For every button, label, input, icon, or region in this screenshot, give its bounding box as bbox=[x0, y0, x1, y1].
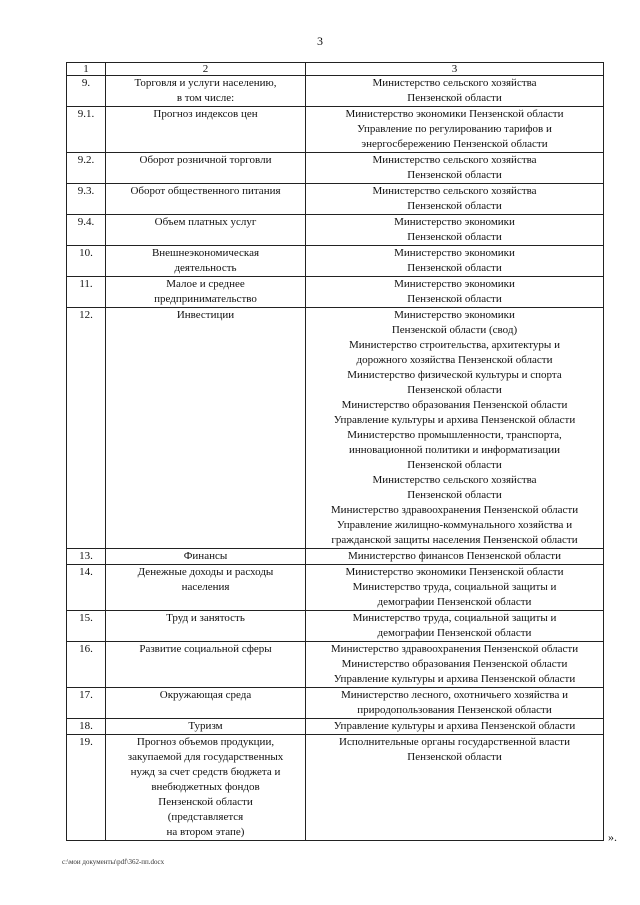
responsible-body-line: Министерство экономики bbox=[394, 278, 515, 290]
responsible-body bbox=[306, 611, 604, 642]
indicator-name-line: (представляется bbox=[167, 811, 244, 823]
responsible-body-line: Пензенской области (свод) bbox=[391, 324, 518, 336]
table-row bbox=[67, 215, 604, 246]
indicator-name bbox=[106, 688, 306, 719]
indicator-name bbox=[106, 308, 306, 549]
table-row bbox=[67, 76, 604, 107]
table-row bbox=[67, 184, 604, 215]
page-number: 3 bbox=[317, 34, 323, 48]
responsible-body-line: Пензенской области bbox=[407, 751, 502, 763]
indicator-name-line: Развитие социальной сферы bbox=[139, 643, 272, 655]
responsible-body-line: Министерство здравоохранения Пензенской области bbox=[330, 643, 579, 655]
indicator-name bbox=[106, 107, 306, 153]
responsible-body-line: природопользования Пензенской области bbox=[357, 704, 552, 716]
responsible-body-line: Исполнительные органы государственной власти bbox=[339, 736, 570, 748]
responsibility-table bbox=[66, 62, 604, 841]
responsible-body bbox=[306, 215, 604, 246]
responsible-body-line: Управление по регулированию тарифов и bbox=[357, 123, 552, 135]
row-number: 16. bbox=[67, 642, 106, 688]
table-row bbox=[67, 565, 604, 611]
table-row bbox=[67, 549, 604, 565]
responsible-body bbox=[306, 308, 604, 549]
responsible-body-line: Министерство экономики bbox=[394, 247, 515, 259]
responsible-body-line: Управление культуры и архива Пензенской области bbox=[333, 673, 576, 685]
table-row bbox=[67, 642, 604, 688]
responsible-body-line: Министерство лесного, охотничьего хозяйства и bbox=[340, 689, 568, 701]
indicator-name-line: Туризм bbox=[188, 720, 223, 732]
table-row bbox=[67, 688, 604, 719]
indicator-name-line: Труд и занятость bbox=[166, 612, 245, 624]
indicator-name-line: внебюджетных фондов bbox=[151, 781, 260, 793]
table-header-row bbox=[67, 63, 604, 76]
row-number: 9.1. bbox=[67, 107, 106, 153]
indicator-name bbox=[106, 549, 306, 565]
responsible-body-line: Пензенской области bbox=[407, 489, 502, 501]
responsible-body-line: Министерство экономики Пензенской области bbox=[345, 566, 564, 578]
table-row bbox=[67, 153, 604, 184]
responsible-body bbox=[306, 184, 604, 215]
responsible-body-line: Пензенской области bbox=[407, 169, 502, 181]
indicator-name-line: Внешнеэкономическая bbox=[151, 247, 260, 259]
row-number: 11. bbox=[67, 277, 106, 308]
row-number: 9. bbox=[67, 76, 106, 107]
responsible-body-line: Министерство строительства, архитектуры и bbox=[349, 339, 560, 351]
responsible-body-line: Пензенской области bbox=[407, 231, 502, 243]
indicator-name-line: предпринимательство bbox=[154, 293, 257, 305]
row-number: 17. bbox=[67, 688, 106, 719]
table-row bbox=[67, 308, 604, 549]
header-cell-2: 2 bbox=[106, 63, 306, 76]
responsible-body bbox=[306, 735, 604, 841]
responsible-body bbox=[306, 107, 604, 153]
indicator-name-line: Пензенской области bbox=[158, 796, 253, 808]
indicator-name-line: Прогноз индексов цен bbox=[153, 108, 258, 120]
indicator-name bbox=[106, 76, 306, 107]
indicator-name-line: Инвестиции bbox=[176, 309, 235, 321]
responsible-body bbox=[306, 719, 604, 735]
row-number: 10. bbox=[67, 246, 106, 277]
responsible-body bbox=[306, 565, 604, 611]
responsible-body bbox=[306, 642, 604, 688]
responsible-body-line: инновационной политики и информатизации bbox=[348, 444, 560, 456]
indicator-name bbox=[106, 246, 306, 277]
responsible-body-line: Пензенской области bbox=[407, 459, 502, 471]
indicator-name-line: на втором этапе) bbox=[166, 826, 245, 838]
indicator-name bbox=[106, 735, 306, 841]
responsible-body-line: Министерство образования Пензенской области bbox=[341, 658, 568, 670]
responsible-body bbox=[306, 277, 604, 308]
responsible-body-line: Управление культуры и архива Пензенской области bbox=[333, 720, 576, 732]
indicator-name-line: Денежные доходы и расходы bbox=[137, 566, 274, 578]
responsible-body-line: Пензенской области bbox=[407, 92, 502, 104]
responsible-body bbox=[306, 549, 604, 565]
table-row bbox=[67, 719, 604, 735]
row-number: 19. bbox=[67, 735, 106, 841]
responsible-body-line: Пензенской области bbox=[407, 200, 502, 212]
indicator-name-line: Объем платных услуг bbox=[154, 216, 257, 228]
responsible-body-line: Министерство промышленности, транспорта, bbox=[347, 429, 562, 441]
responsible-body bbox=[306, 688, 604, 719]
responsible-body-line: дорожного хозяйства Пензенской области bbox=[356, 354, 553, 366]
responsible-body-line: Министерство труда, социальной защиты и bbox=[352, 581, 557, 593]
responsible-body bbox=[306, 76, 604, 107]
indicator-name-line: Финансы bbox=[183, 550, 228, 562]
indicator-name-line: населения bbox=[181, 581, 230, 593]
indicator-name-line: в том числе: bbox=[176, 92, 235, 104]
indicator-name-line: Торговля и услуги населению, bbox=[134, 77, 277, 89]
indicator-name-line: деятельность bbox=[174, 262, 237, 274]
indicator-name bbox=[106, 184, 306, 215]
responsible-body-line: гражданской защиты населения Пензенской области bbox=[331, 534, 578, 546]
indicator-name bbox=[106, 611, 306, 642]
responsible-body-line: Управление жилищно-коммунального хозяйства и bbox=[336, 519, 573, 531]
responsible-body-line: Министерство экономики bbox=[394, 216, 515, 228]
indicator-name-line: Окружающая среда bbox=[159, 689, 252, 701]
responsible-body-line: Пензенской области bbox=[407, 384, 502, 396]
row-number: 13. bbox=[67, 549, 106, 565]
row-number: 18. bbox=[67, 719, 106, 735]
header-cell-1: 1 bbox=[67, 63, 106, 76]
indicator-name-line: Оборот розничной торговли bbox=[139, 154, 272, 166]
responsible-body-line: демографии Пензенской области bbox=[377, 627, 532, 639]
responsible-body-line: Министерство сельского хозяйства bbox=[372, 474, 537, 486]
responsible-body-line: Министерство финансов Пензенской области bbox=[348, 550, 561, 562]
row-number: 9.4. bbox=[67, 215, 106, 246]
responsible-body-line: Министерство здравоохранения Пензенской области bbox=[330, 504, 579, 516]
responsible-body-line: Министерство сельского хозяйства bbox=[372, 185, 537, 197]
indicator-name-line: Прогноз объемов продукции, bbox=[136, 736, 275, 748]
responsible-body-line: энергосбережению Пензенской области bbox=[361, 138, 548, 150]
indicator-name-line: нужд за счет средств бюджета и bbox=[130, 766, 281, 778]
responsible-body-line: Управление культуры и архива Пензенской области bbox=[333, 414, 576, 426]
indicator-name bbox=[106, 642, 306, 688]
responsible-body bbox=[306, 246, 604, 277]
indicator-name bbox=[106, 719, 306, 735]
row-number: 15. bbox=[67, 611, 106, 642]
indicator-name bbox=[106, 565, 306, 611]
row-number: 9.3. bbox=[67, 184, 106, 215]
table-row bbox=[67, 277, 604, 308]
responsible-body bbox=[306, 153, 604, 184]
header-cell-3: 3 bbox=[306, 63, 604, 76]
responsible-body-line: демографии Пензенской области bbox=[377, 596, 532, 608]
responsible-body-line: Министерство сельского хозяйства bbox=[372, 77, 537, 89]
indicator-name bbox=[106, 277, 306, 308]
indicator-name bbox=[106, 153, 306, 184]
indicator-name-line: Оборот общественного питания bbox=[130, 185, 281, 197]
responsible-body-line: Министерство сельского хозяйства bbox=[372, 154, 537, 166]
table-row bbox=[67, 611, 604, 642]
responsible-body-line: Министерство физической культуры и спорта bbox=[347, 369, 562, 381]
responsible-body-line: Министерство экономики bbox=[394, 309, 515, 321]
closing-quote: ». bbox=[608, 830, 617, 844]
row-number: 9.2. bbox=[67, 153, 106, 184]
table-row bbox=[67, 246, 604, 277]
responsible-body-line: Пензенской области bbox=[407, 293, 502, 305]
indicator-name bbox=[106, 215, 306, 246]
responsible-body-line: Министерство экономики Пензенской области bbox=[345, 108, 564, 120]
row-number: 12. bbox=[67, 308, 106, 549]
indicator-name-line: Малое и среднее bbox=[166, 278, 245, 290]
table-row bbox=[67, 107, 604, 153]
responsible-body-line: Министерство образования Пензенской области bbox=[341, 399, 568, 411]
responsible-body-line: Пензенской области bbox=[407, 262, 502, 274]
file-path-footer: c:\мои документы\pdf\362-пп.docx bbox=[62, 858, 165, 866]
responsible-body-line: Министерство труда, социальной защиты и bbox=[352, 612, 557, 624]
row-number: 14. bbox=[67, 565, 106, 611]
indicator-name-line: закупаемой для государственных bbox=[127, 751, 284, 763]
table-row bbox=[67, 735, 604, 841]
